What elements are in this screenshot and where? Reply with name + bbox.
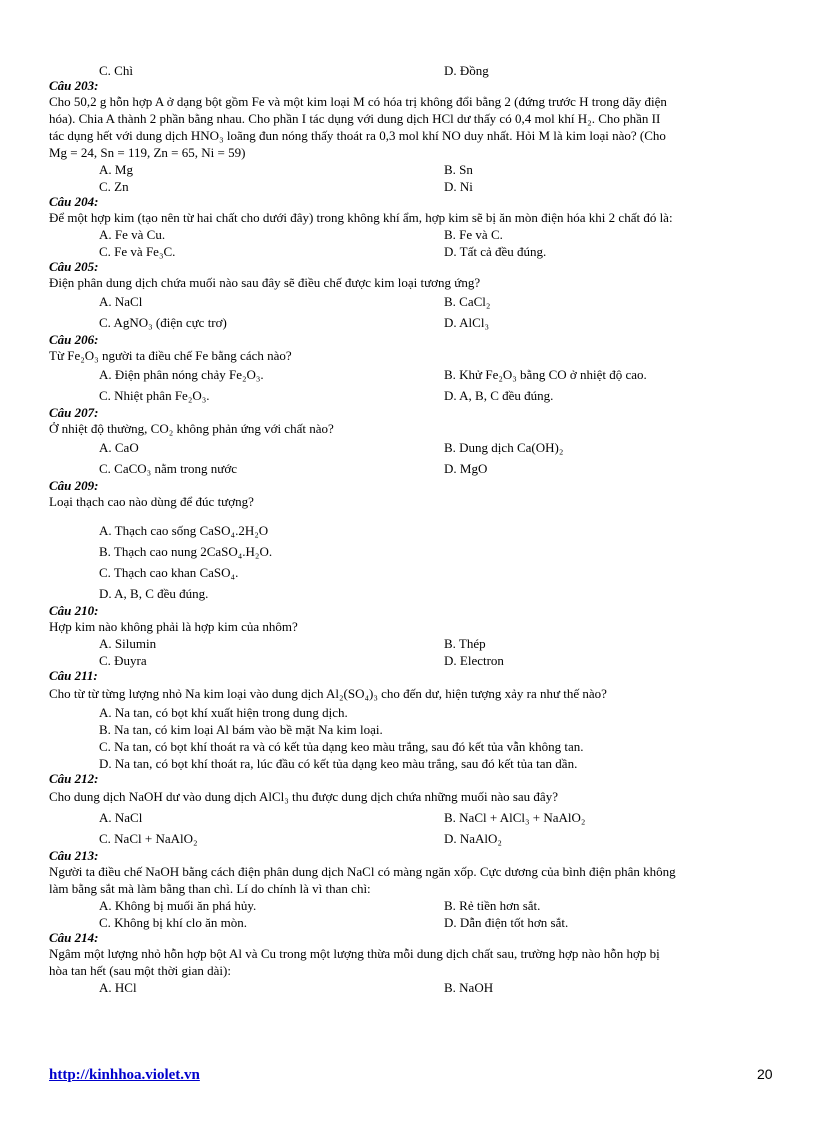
question-213-text-line: Người ta điều chế NaOH bằng cách điện phân dung dịch NaCl có màng ngăn xốp. Cực dương của bình điện phân không [49, 864, 676, 879]
question-213-options-row [49, 914, 773, 931]
question-214-text-line: Ngâm một lượng nhỏ hỗn hợp bột Al và Cu trong một lượng thừa mỗi dung dịch chất sau, trường hợp nào hỗn hợp bị [49, 946, 660, 961]
question-206-heading: Câu 206: [49, 332, 99, 347]
question-206-options-row [49, 364, 773, 385]
question-203-options-row [49, 178, 773, 195]
option-a: A. NaCl [99, 294, 143, 309]
option-b: B. Sn [444, 162, 473, 177]
option-c: C. CaCO₃ nằm trong nước [99, 461, 237, 476]
option-b: B. Khử Fe₂O₃ bằng CO ở nhiệt độ cao. [444, 367, 647, 382]
option-d: D. Ni [444, 179, 473, 194]
question-205-options-row [49, 312, 773, 333]
question-203-text-line: Mg = 24, Sn = 119, Zn = 65, Ni = 59) [49, 145, 246, 160]
question-207-options-row [49, 437, 773, 458]
option-c: C. Đuyra [99, 653, 147, 668]
question-210-options-row [49, 635, 773, 652]
question-203-text-line: Cho 50,2 g hỗn hợp A ở dạng bột gồm Fe và một kim loại M có hóa trị không đổi bằng 2 (đứng trước H trong dãy điện [49, 94, 667, 109]
option-d: D. Electron [444, 653, 504, 668]
question-213-heading: Câu 213: [49, 848, 99, 863]
question-205-options-row [49, 291, 773, 312]
option-b: B. CaCl₂ [444, 294, 491, 309]
question-204-options-row [49, 226, 773, 243]
question-207-heading: Câu 207: [49, 405, 99, 420]
option-d: D. Dẫn điện tốt hơn sắt. [444, 915, 569, 930]
option-b: B. NaCl + AlCl₃ + NaAlO₂ [444, 810, 586, 825]
option-c: C. Fe và Fe₃C. [99, 244, 176, 259]
option-c: C. Thạch cao khan CaSO₄. [99, 565, 239, 580]
question-209-text: Loại thạch cao nào dùng để đúc tượng? [49, 494, 254, 509]
page-number: 20 [757, 1066, 773, 1082]
question-209-option-row [49, 562, 773, 583]
option-a: A. Mg [99, 162, 133, 177]
question-207-options-row [49, 458, 773, 479]
question-203-text-line: tác dụng hết với dung dịch HNO₃ loãng đun nóng thấy thoát ra 0,3 mol khí NO duy nhất. Hỏi M là kim loại nào? (Cho [49, 128, 666, 143]
option-c: C. Nhiệt phân Fe₂O₃. [99, 388, 210, 403]
q202-options [49, 62, 773, 79]
question-211-heading: Câu 211: [49, 668, 98, 683]
question-210-text: Hợp kim nào không phải là hợp kim của nhôm? [49, 619, 298, 634]
question-204-heading: Câu 204: [49, 194, 99, 209]
question-206-options-row [49, 385, 773, 406]
question-212-options-row [49, 828, 773, 849]
option-d: D. A, B, C đều đúng. [444, 388, 554, 403]
option-d: D. MgO [444, 461, 488, 476]
option-a: A. Silumin [99, 636, 157, 651]
question-214-text-line: hòa tan hết (sau một thời gian dài): [49, 963, 231, 978]
option-c: C. AgNO₃ (điện cực trơ) [99, 315, 227, 330]
option-d: D. Tất cả đều đúng. [444, 244, 547, 259]
option-b: B. Rẻ tiền hơn sắt. [444, 898, 541, 913]
question-211-text: Cho từ từ từng lượng nhỏ Na kim loại vào dung dịch Al₂(SO₄)₃ cho đến dư, hiện tượng xảy ra như thế nào? [49, 686, 607, 701]
option-b: B. Fe và C. [444, 227, 503, 242]
option-c: C. Na tan, có bọt khí thoát ra và có kết tủa dạng keo màu trắng, sau đó kết tủa vẫn không tan. [99, 739, 584, 754]
option-a: A. Thạch cao sống CaSO₄.2H₂O [99, 523, 269, 538]
option-d: D. Na tan, có bọt khí thoát ra, lúc đầu có kết tủa dạng keo màu trắng, sau đó kết tủa tan dần. [99, 756, 578, 771]
option-d: D. NaAlO₂ [444, 831, 502, 846]
option-b: B. NaOH [444, 980, 494, 995]
question-206-text: Từ Fe₂O₃ người ta điều chế Fe bằng cách nào? [49, 348, 292, 363]
question-204-options-row [49, 243, 773, 260]
question-210-heading: Câu 210: [49, 603, 99, 618]
option-c: C. Zn [99, 179, 129, 194]
option-c: C. NaCl + NaAlO₂ [99, 831, 198, 846]
option-d: D. AlCl₃ [444, 315, 489, 330]
option-d: D. A, B, C đều đúng. [99, 586, 209, 601]
spacer [49, 510, 773, 520]
question-204-text: Để một hợp kim (tạo nên từ hai chất cho dưới đây) trong không khí ẩm, hợp kim sẽ bị ăn mòn điện hóa khi 2 chất đó là: [49, 210, 673, 225]
option-a: A. Fe và Cu. [99, 227, 166, 242]
option-b: B. Dung dịch Ca(OH)₂ [444, 440, 564, 455]
option-b: B. Na tan, có kim loại Al bám vào bề mặt Na kim loại. [99, 722, 383, 737]
footer-website-link[interactable]: http://kinhhoa.violet.vn [49, 1067, 200, 1083]
question-203-options-row [49, 161, 773, 178]
option-a: A. Không bị muối ăn phá hủy. [99, 898, 257, 913]
question-209-option-row [49, 583, 773, 604]
question-214-heading: Câu 214: [49, 930, 99, 945]
question-203-text-line: hóa). Chia A thành 2 phần bằng nhau. Cho phần I tác dụng với dung dịch HCl dư thấy có 0,4 mol khí H₂. Cho phần II [49, 111, 661, 126]
option-d: D. Đồng [444, 63, 489, 78]
question-212-text: Cho dung dịch NaOH dư vào dung dịch AlCl₃ thu được dung dịch chứa những muối nào sau đây? [49, 789, 558, 804]
option-b: B. Thép [444, 636, 486, 651]
question-203-heading: Câu 203: [49, 78, 99, 93]
question-213-text-line: làm bằng sắt mà làm bằng than chì. Lí do chính là vì than chì: [49, 881, 371, 896]
option-c: C. Chì [99, 63, 133, 78]
question-212-heading: Câu 212: [49, 771, 99, 786]
question-210-options-row [49, 652, 773, 669]
question-212-options-row [49, 807, 773, 828]
document-page [49, 62, 773, 996]
question-209-option-row [49, 520, 773, 541]
option-c: C. Không bị khí clo ăn mòn. [99, 915, 248, 930]
question-207-text: Ở nhiệt độ thường, CO₂ không phản ứng với chất nào? [49, 421, 334, 436]
question-214-options-row [49, 979, 773, 996]
question-209-option-row [49, 541, 773, 562]
question-205-text: Điện phân dung dịch chứa muối nào sau đây sẽ điều chế được kim loại tương ứng? [49, 275, 481, 290]
question-205-heading: Câu 205: [49, 259, 99, 274]
option-a: A. CaO [99, 440, 139, 455]
option-a: A. Na tan, có bọt khí xuất hiện trong dung dịch. [99, 705, 348, 720]
question-209-heading: Câu 209: [49, 478, 99, 493]
option-a: A. NaCl [99, 810, 143, 825]
option-a: A. HCl [99, 980, 137, 995]
option-a: A. Điện phân nóng chảy Fe₂O₃. [99, 367, 264, 382]
option-b: B. Thạch cao nung 2CaSO₄.H₂O. [99, 544, 273, 559]
question-213-options-row [49, 897, 773, 914]
